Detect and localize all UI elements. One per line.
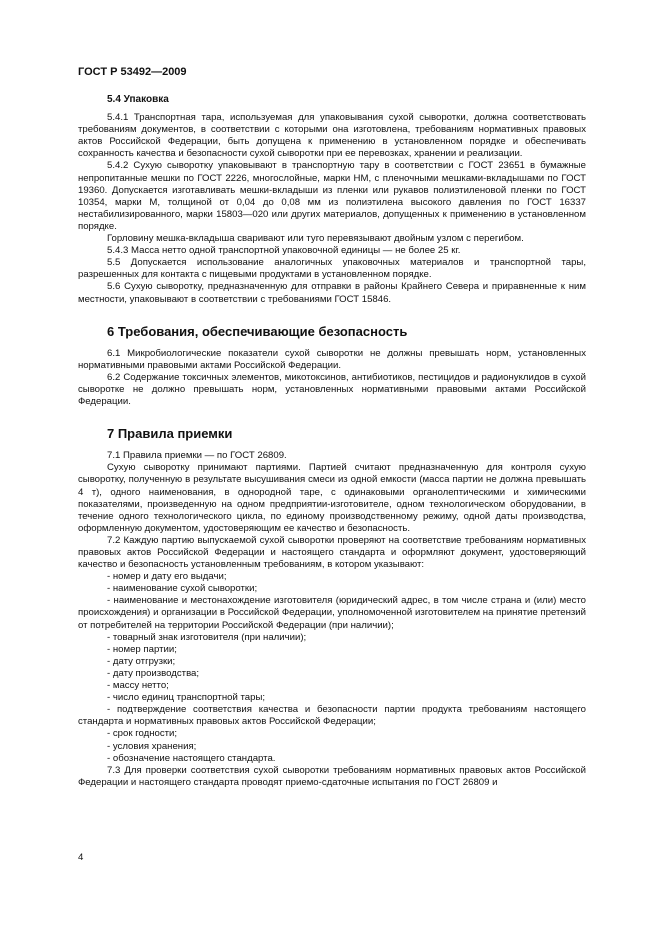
list-item: - дату производства;	[107, 667, 200, 679]
list-item: - подтверждение соответствия качества и безопасности партии продукта требованиям настоящего стандарта и нормативных правовых актов Российской Федерации;	[78, 704, 586, 728]
list-item: - дату отгрузки;	[107, 655, 176, 667]
section-7-title: 7 Правила приемки	[107, 426, 233, 442]
paragraph-5-4-3: 5.4.3 Масса нетто одной транспортной упаковочной единицы — не более 25 кг.	[107, 245, 461, 257]
section-5-4-title: 5.4 Упаковка	[107, 94, 169, 105]
paragraph-5-4-2: 5.4.2 Сухую сыворотку упаковывают в транспортную тару в соответствии с ГОСТ 23651 в бумажные непропитанные мешки по ГОСТ 2226, многослойные, марки НМ, с пленочными мешками-вкладышами по ГОСТ 19360. Допускается изготавливать мешки-вкладыши из пленки или рукавов полиэтиленовой пленки по ГОСТ 10354, марки М, толщиной от 0,04 до 0,08 мм из полиэтилена высокого давления по ГОСТ 16337 нестабилизированного, марки 15803—020 или других материалов, допущенных к применению в установленном порядке.	[78, 160, 586, 232]
paragraph-5-5: 5.5 Допускается использование аналогичных упаковочных материалов и транспортной тары, разрешенных для контакта с пищевыми продуктами в установленном порядке.	[78, 257, 586, 281]
list-item: - срок годности;	[107, 728, 178, 740]
list-item: - номер и дату его выдачи;	[107, 571, 227, 583]
paragraph-5-6: 5.6 Сухую сыворотку, предназначенную для отправки в районы Крайнего Севера и приравненные к ним местности, упаковывают в соответствии с требованиями ГОСТ 15846.	[78, 281, 586, 305]
list-item: - наименование сухой сыворотки;	[107, 583, 258, 595]
list-item: - наименование и местонахождение изготовителя (юридический адрес, в том числе страна и (или) место происхождения) и организации в Российской Федерации, уполномоченной изготовителем на принятие претензий от потребителей на территории Российской Федерации (при наличии);	[78, 595, 586, 631]
paragraph-7-1: 7.1 Правила приемки — по ГОСТ 26809.	[107, 450, 287, 462]
paragraph-6-1: 6.1 Микробиологические показатели сухой сыворотки не должны превышать норм, установленных нормативными правовыми актами Российской Федерации.	[78, 347, 586, 371]
list-item: - обозначение настоящего стандарта.	[107, 752, 276, 764]
list-item: - номер партии;	[107, 643, 177, 655]
list-item: - условия хранения;	[107, 740, 197, 752]
list-item: - товарный знак изготовителя (при наличии);	[107, 631, 307, 643]
page-number: 4	[78, 852, 84, 863]
paragraph-bag-sealing: Горловину мешка-вкладыша сваривают или туго перевязывают двойным узлом с перегибом.	[107, 233, 524, 245]
paragraph-7-2: 7.2 Каждую партию выпускаемой сухой сыворотки проверяют на соответствие требованиям нормативных правовых актов Российской Федерации и настоящего стандарта и оформляют документ, удостоверяющий качество и безопасность установленным требованиям, в котором указывают:	[78, 534, 586, 571]
section-6-title: 6 Требования, обеспечивающие безопасность	[107, 323, 408, 339]
list-item: - массу нетто;	[107, 680, 169, 692]
document-body	[78, 94, 586, 789]
paragraph-6-2: 6.2 Содержание токсичных элементов, микотоксинов, антибиотиков, пестицидов и радионуклидов в сухой сыворотке не должно превышать норм, установленных нормативными правовыми актами Российской Федерации.	[78, 371, 586, 408]
running-header: ГОСТ Р 53492—2009	[78, 66, 187, 78]
paragraph-5-4-1: 5.4.1 Транспортная тара, используемая для упаковывания сухой сыворотки, должна соответствовать требованиям документов, в соответствии с которыми она изготовлена, требованиям нормативных правовых актов Российской Федерации, быть допущена к применению в установленном порядке и обеспечивать сохранность качества и безопасности сухой сыворотки при ее перевозках, хранении и реализации.	[78, 112, 586, 160]
list-item: - число единиц транспортной тары;	[107, 692, 266, 704]
paragraph-batch-definition: Сухую сыворотку принимают партиями. Партией считают предназначенную для контроля сухую сыворотку, полученную в результате высушивания смеси из одной емкости (масса партии не должна превышать 4 т), одного наименования, в однородной таре, с одинаковыми органолептическими и химическими показателями, произведенную на одном предприятии-изготовителе, одном технологическом оборудовании, в течение одного технологического цикла, по единому производственному режиму, одной даты производства, оформленную документом, удостоверяющим ее качество и безопасность.	[78, 462, 586, 534]
paragraph-7-3: 7.3 Для проверки соответствия сухой сыворотки требованиям нормативных правовых актов Российской Федерации и настоящего стандарта проводят приемо-сдаточные испытания по ГОСТ 26809 и	[78, 764, 586, 788]
